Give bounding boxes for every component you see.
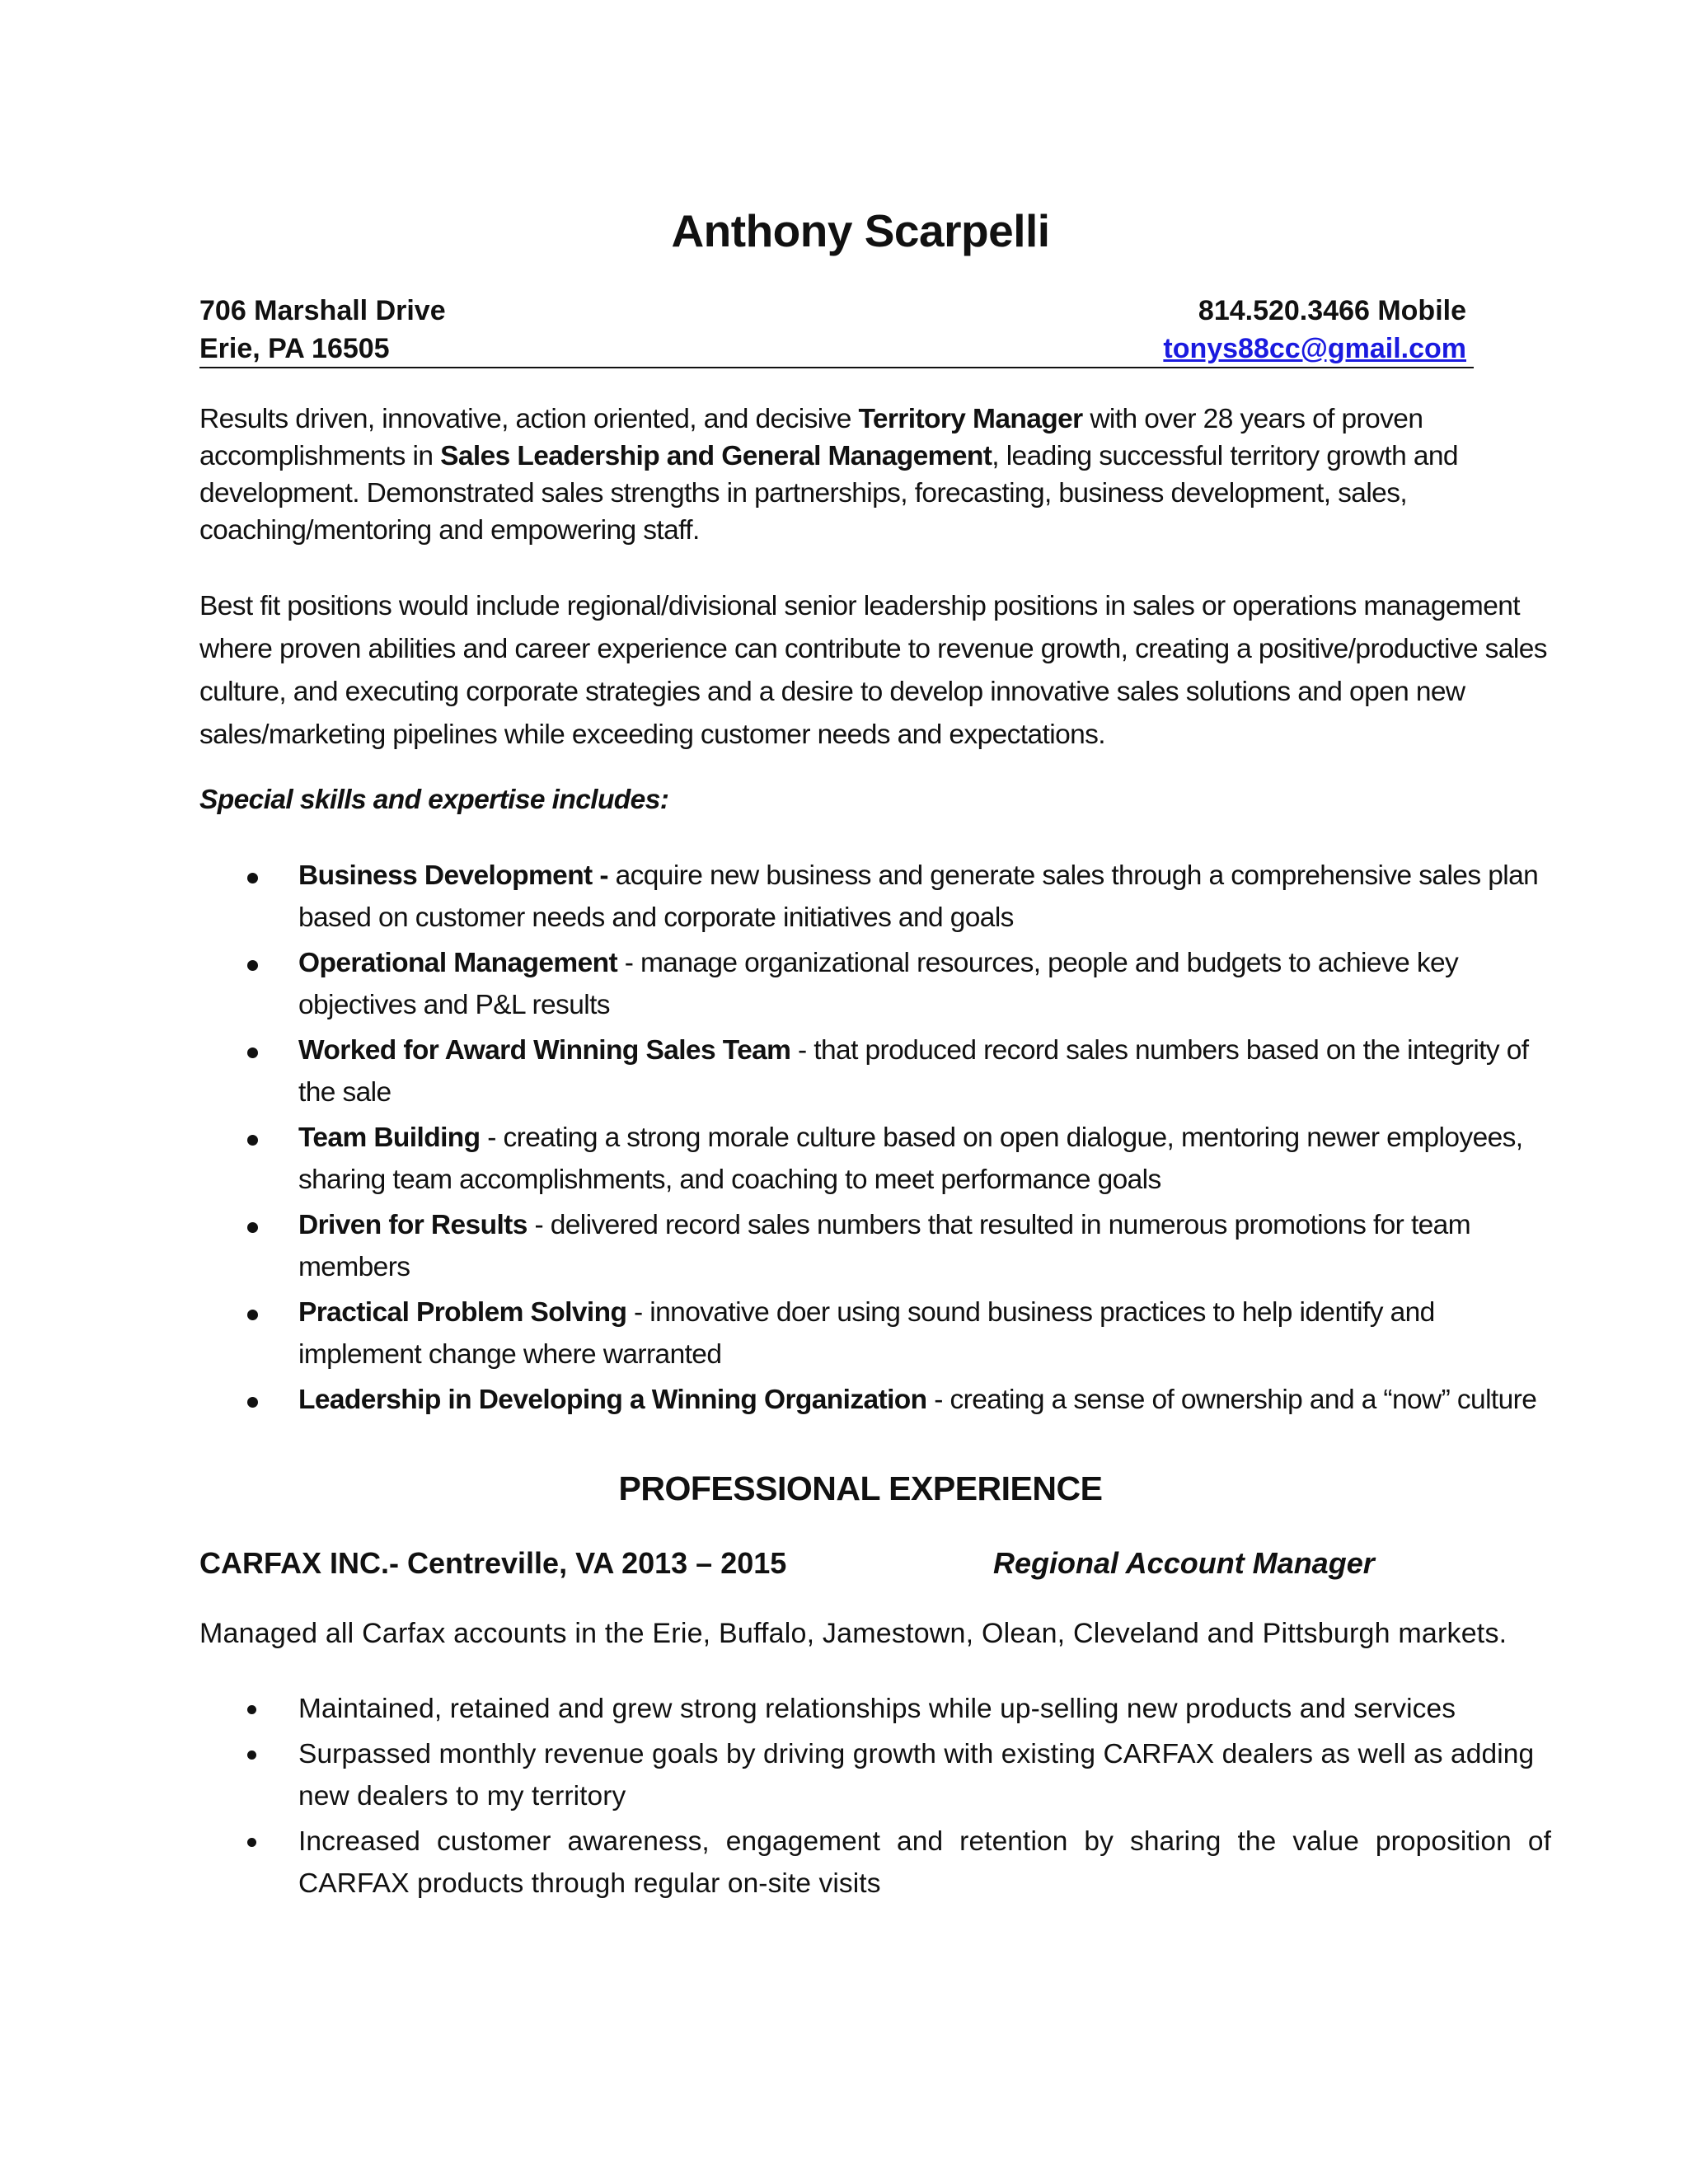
bullet-icon xyxy=(247,1397,258,1408)
skill-title: Driven for Results xyxy=(298,1210,528,1240)
address-line-2: Erie, PA 16505 xyxy=(199,333,390,364)
skill-item xyxy=(199,855,1551,939)
experience-section-title: PROFESSIONAL EXPERIENCE xyxy=(618,1469,1103,1507)
bullet-icon xyxy=(247,1310,258,1320)
job-title: Regional Account Manager xyxy=(993,1546,1375,1580)
duty-text: Increased customer awareness, engagement and retention by sharing the value proposition of CARFAX products through regular on-site visits xyxy=(298,1826,1551,1899)
summary-text: with over 28 years of proven accomplishments in xyxy=(199,404,1423,471)
duty-item xyxy=(199,1733,1551,1817)
summary-paragraph-2: Best fit positions would include regional/divisional senior leadership positions in sales or operations management where proven abilities and career experience can contribute to revenue growth, creating a positive/productive sales culture, and executing corporate strategies and a desire to develop innovative sales solutions and open new sales/marketing pipelines while exceeding customer needs and expectations. xyxy=(199,591,1547,750)
job-summary: Managed all Carfax accounts in the Erie, Buffalo, Jamestown, Olean, Cleveland and Pittsburgh markets. xyxy=(199,1618,1507,1649)
duty-item xyxy=(199,1821,1551,1905)
skill-item xyxy=(199,1117,1551,1201)
duty-text: Maintained, retained and grew strong relationships while up-selling new products and services xyxy=(298,1694,1456,1724)
address-line-1: 706 Marshall Drive xyxy=(199,295,446,326)
skill-title: Team Building xyxy=(298,1122,481,1153)
bullet-icon xyxy=(247,1705,256,1714)
summary-emphasis: Sales Leadership and General Management xyxy=(440,441,992,471)
bullet-icon xyxy=(247,873,258,883)
bullet-icon xyxy=(247,1838,256,1847)
bullet-icon xyxy=(247,1135,258,1146)
phone-number: 814.520.3466 Mobile xyxy=(1198,295,1466,326)
skills-heading: Special skills and expertise includes: xyxy=(199,785,669,815)
skill-description: - creating a sense of ownership and a “now” culture xyxy=(926,1385,1537,1415)
job-duties-list xyxy=(199,1688,1551,1908)
header-divider xyxy=(199,367,1474,368)
bullet-icon xyxy=(247,960,258,971)
summary-paragraph-1 xyxy=(199,401,1551,549)
summary-text: , leading successful territory growth and development. Demonstrated sales strengths in partnerships, forecasting, business development, sales, coaching/mentoring and empowering staff. xyxy=(199,441,1458,546)
skill-item xyxy=(199,942,1551,1026)
skill-description: - that produced record sales numbers based on the integrity of the sale xyxy=(298,1035,1529,1108)
skill-title: Leadership in Developing a Winning Organization xyxy=(298,1385,927,1415)
skill-description: acquire new business and generate sales through a comprehensive sales plan based on customer needs and corporate initiatives and goals xyxy=(298,860,1539,933)
skill-title: Business Development - xyxy=(298,860,608,891)
skill-description: - innovative doer using sound business practices to help identify and implement change where warranted xyxy=(298,1297,1435,1370)
duty-text: Surpassed monthly revenue goals by driving growth with existing CARFAX dealers as well as adding new dealers to my territory xyxy=(298,1739,1535,1811)
skill-item xyxy=(199,1379,1551,1421)
bullet-icon xyxy=(247,1047,258,1058)
bullet-icon xyxy=(247,1222,258,1233)
candidate-name: Anthony Scarpelli xyxy=(671,205,1050,256)
skill-item xyxy=(199,1291,1551,1376)
skill-description: - delivered record sales numbers that resulted in numerous promotions for team members xyxy=(298,1210,1471,1282)
skills-list xyxy=(199,855,1551,1424)
skill-description: - creating a strong morale culture based on open dialogue, mentoring newer employees, sharing team accomplishments, and coaching to meet performance goals xyxy=(298,1122,1523,1195)
skill-title: Practical Problem Solving xyxy=(298,1297,627,1328)
skill-title: Worked for Award Winning Sales Team xyxy=(298,1035,791,1066)
skill-description: - manage organizational resources, people and budgets to achieve key objectives and P&L results xyxy=(298,948,1459,1020)
summary-emphasis: Territory Manager xyxy=(858,404,1083,434)
skill-item xyxy=(199,1029,1551,1113)
skill-item xyxy=(199,1204,1551,1288)
summary-text: Results driven, innovative, action oriented, and decisive xyxy=(199,404,859,434)
email-link[interactable]: tonys88cc@gmail.com xyxy=(1163,333,1466,364)
bullet-icon xyxy=(247,1750,256,1760)
skill-title: Operational Management xyxy=(298,948,618,978)
job-company: CARFAX INC.- Centreville, VA 2013 – 2015 xyxy=(199,1546,787,1580)
duty-item xyxy=(199,1688,1551,1730)
